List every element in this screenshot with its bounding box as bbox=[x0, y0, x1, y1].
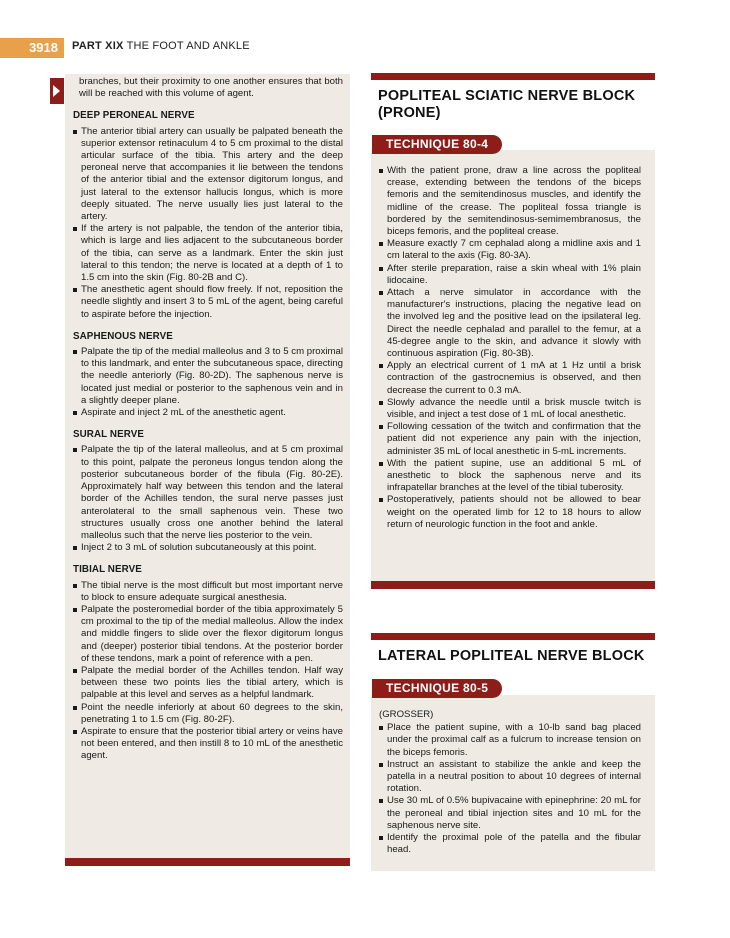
list-item: Following cessation of the twitch and confirmation that the patient did not experience any pain with the injection, administer 35 mL of local anesthetic in 5-mL increments. bbox=[379, 421, 641, 458]
list-item: Identify the proximal pole of the patella and the fibular head. bbox=[379, 832, 641, 856]
page-header bbox=[0, 0, 730, 60]
list-item: Palpate the tip of the medial malleolus and 3 to 5 cm proximal to this landmark, and enter the subcutaneous space, directing the needle anteriorly (Fig. 80-2D). The saphenous nerve is located just medial or posterior to the saphenous vein and in a slightly deeper plane. bbox=[73, 346, 343, 407]
part-title: THE FOOT AND ANKLE bbox=[126, 40, 250, 52]
list-item: Instruct an assistant to stabilize the ankle and keep the patella in a neutral position to about 10 degrees of internal rotation. bbox=[379, 759, 641, 796]
list-item: The anterior tibial artery can usually be palpated beneath the superior extensor retinaculum 4 to 5 cm proximal to the distal articular surface of the tibia. This artery and the deep peroneal nerve that accompanies it lie between the tendons of the anterior tibial and the extensor digitorum longus, and just lateral to the extensor hallucis longus, which is more deeply situated. The nerve usually lies just lateral to the artery. bbox=[73, 126, 343, 224]
section-saphenous bbox=[73, 331, 343, 419]
box2-content bbox=[379, 709, 641, 856]
list-item: If the artery is not palpable, the tendon of the anterior tibia, which is large and lies adjacent to the subcutaneous border of the tibia, can serve as a landmark. Enter the skin just lateral to this tendon; the nerve is located at a depth of 1 to 1.5 cm into the skin (Fig. 80-2B and C). bbox=[73, 223, 343, 284]
section-deep-peroneal bbox=[73, 110, 343, 320]
part-label: PART XIX bbox=[72, 40, 124, 52]
list-item: Use 30 mL of 0.5% bupivacaine with epinephrine: 20 mL for the peroneal and tibial injection sites and 10 mL for the saphenous nerve site. bbox=[379, 795, 641, 832]
box1-title: POPLITEAL SCIATIC NERVE BLOCK (PRONE) bbox=[378, 88, 636, 121]
list-item: With the patient prone, draw a line across the popliteal crease, extending between the tendons of the biceps femoris and the semitendinosus muscles, and identify the midline of the crease. The popliteal fossa triangle is bordered by the semitendinosus-semimembranosus, the biceps femoris, and the popliteal crease. bbox=[379, 165, 641, 238]
list-item: Aspirate and inject 2 mL of the anesthetic agent. bbox=[73, 407, 343, 419]
list-item: Inject 2 to 3 mL of solution subcutaneously at this point. bbox=[73, 542, 343, 554]
continuation-marker-icon bbox=[50, 78, 64, 104]
section-heading: TIBIAL NERVE bbox=[73, 564, 142, 576]
section-heading: DEEP PERONEAL NERVE bbox=[73, 110, 195, 122]
list-item: Place the patient supine, with a 10-lb sand bag placed under the proximal calf as a fulcrum to increase tension on the biceps femoris. bbox=[379, 722, 641, 759]
box2-title: LATERAL POPLITEAL NERVE BLOCK bbox=[378, 648, 645, 664]
section-heading: SAPHENOUS NERVE bbox=[73, 330, 173, 342]
list-item: Palpate the medial border of the Achilles tendon. Half way between these two points lies the tibial artery, which is palpable at this level and serves as a helpful landmark. bbox=[73, 665, 343, 702]
list-item: Point the needle inferiorly at about 60 degrees to the skin, penetrating 1 to 1.5 cm (Fig. 80-2F). bbox=[73, 702, 343, 726]
list-item: Palpate the tip of the lateral malleolus, and at 5 cm proximal to this point, palpate the peroneus longus tendon along the posterior subcutaneous border of the fibula (Fig. 80-2E). Approximately half way between this tendon and the lateral border of the Achilles tendon, the sural nerve passes just anterolateral to the small saphenous vein. These two structures usually cross one another behind the lateral malleolus such that the nerve lies posterior to the vein. bbox=[73, 444, 343, 542]
list-item: Attach a nerve simulator in accordance with the manufacturer's instructions, placing the negative lead on the involved leg and the positive lead on the ipsilateral leg. Direct the needle cephalad and parallel to the femur, at a 45-degree angle to the skin, and advance it slowly with continuous aspiration (Fig. 80-3B). bbox=[379, 287, 641, 360]
box1-content bbox=[379, 165, 641, 531]
list-item: After sterile preparation, raise a skin wheal with 1% plain lidocaine. bbox=[379, 263, 641, 287]
list-item: Measure exactly 7 cm cephalad along a midline axis and 1 cm lateral to the axis (Fig. 80-3A). bbox=[379, 238, 641, 262]
list-item: The tibial nerve is the most difficult but most important nerve to block to ensure adequate surgical anesthesia. bbox=[73, 580, 343, 604]
section-sural bbox=[73, 429, 343, 554]
box1-technique-tab: TECHNIQUE 80-4 bbox=[372, 135, 502, 154]
list-item: Aspirate to ensure that the posterior tibial artery or veins have not been entered, and then instill 8 to 10 mL of the anesthetic agent. bbox=[73, 726, 343, 763]
running-head bbox=[72, 40, 250, 52]
list-item: Slowly advance the needle until a brisk muscle twitch is visible, and inject a test dose of 1 mL of local anesthetic. bbox=[379, 397, 641, 421]
section-heading: SURAL NERVE bbox=[73, 429, 144, 441]
list-item: Apply an electrical current of 1 mA at 1 Hz until a brisk contraction of the gastrocnemius is observed, and then decrease the current to 0.3 mA. bbox=[379, 360, 641, 397]
list-item: The anesthetic agent should flow freely. If not, reposition the needle slightly and insert 3 to 5 mL of the agent, being careful to aspirate before the injection. bbox=[73, 284, 343, 321]
list-item: With the patient supine, use an additional 5 mL of anesthetic to block the saphenous nerve and its infrapatellar branches at the level of the tibial tuberosity. bbox=[379, 458, 641, 495]
box2-attribution: (GROSSER) bbox=[379, 709, 434, 720]
box2-top-rule bbox=[371, 633, 655, 640]
box1-bottom-rule bbox=[371, 581, 655, 589]
list-item: Palpate the posteromedial border of the tibia approximately 5 cm proximal to the tip of the medial malleolus. Allow the index and middle fingers to slide over the flexor digitorum longus and (deeper) posterior tibial tendons. At the posterior border of these tendons, mark a point of reference with a pen. bbox=[73, 604, 343, 665]
box1-top-rule bbox=[371, 73, 655, 80]
left-column-bottom-rule bbox=[65, 858, 350, 866]
left-column-content bbox=[73, 76, 343, 763]
page-number: 3918 bbox=[0, 38, 64, 58]
section-tibial bbox=[73, 564, 343, 762]
list-item: Postoperatively, patients should not be allowed to bear weight on the operated limb for 12 to 18 hours to allow return of neurologic function in the foot and ankle. bbox=[379, 494, 641, 531]
box2-technique-tab: TECHNIQUE 80-5 bbox=[372, 679, 502, 698]
intro-paragraph: branches, but their proximity to one another ensures that both will be reached with this volume of agent. bbox=[79, 76, 343, 100]
